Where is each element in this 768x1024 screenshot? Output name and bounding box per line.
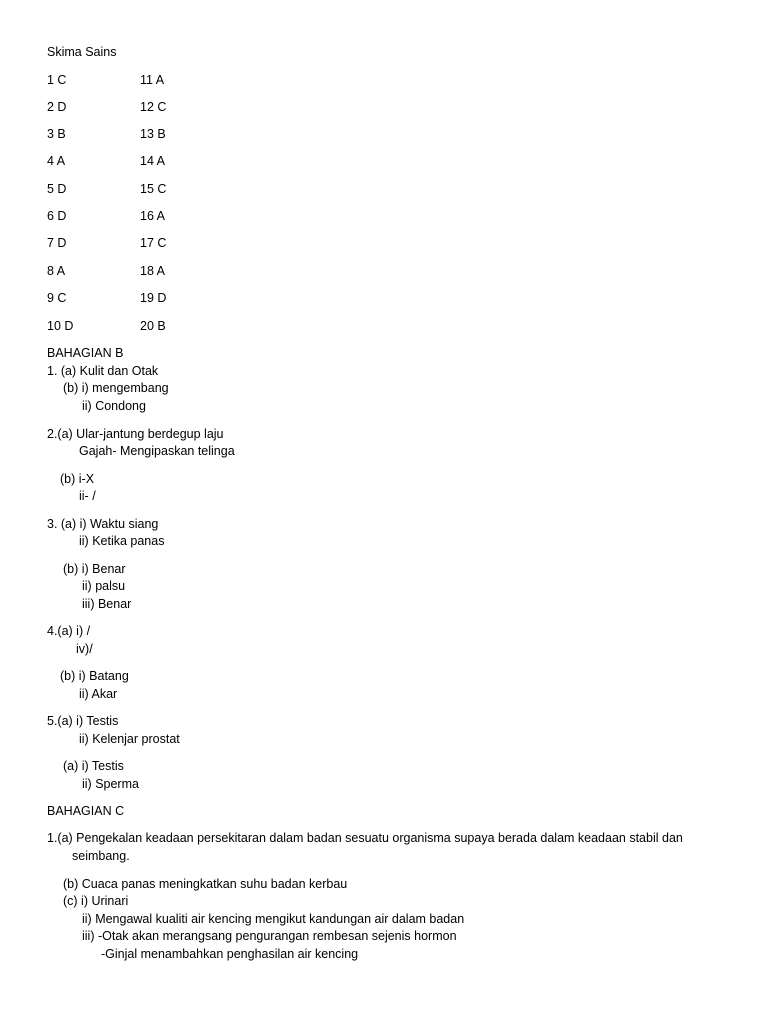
answer-line: ii) Akar [79,687,118,701]
answer-item: 4 A [47,154,66,168]
answer-item: 16 A [140,209,166,223]
answer-line: (b) Cuaca panas meningkatkan suhu badan kerbau [63,877,348,891]
section-heading: BAHAGIAN C [47,804,125,818]
answer-line: (b) i) Batang [60,669,129,683]
answer-item: 2 D [47,100,67,114]
answer-item: 3 B [47,127,66,141]
answer-line: 4.(a) i) / [47,624,91,638]
answer-line: seimbang. [72,849,130,863]
answer-line: Gajah- Mengipaskan telinga [79,444,235,458]
answer-item: 15 C [140,182,167,196]
answer-line: ii) Sperma [82,777,139,791]
answer-line: 2.(a) Ular-jantung berdegup laju [47,427,224,441]
answer-line: 3. (a) i) Waktu siang [47,517,159,531]
answer-line: ii- / [79,489,96,503]
answer-item: 13 B [140,127,166,141]
answer-item: 6 D [47,209,67,223]
answer-line: (b) i) Benar [63,562,126,576]
answer-line: ii) Kelenjar prostat [79,732,180,746]
answer-line: 1.(a) Pengekalan keadaan persekitaran dalam badan sesuatu organisma supaya berada dalam keadaan stabil dan [47,831,683,845]
answer-item: 8 A [47,264,66,278]
answer-line: (a) i) Testis [63,759,124,773]
answer-line: ii) Ketika panas [79,534,165,548]
answer-item: 10 D [47,319,74,333]
answer-line: (c) i) Urinari [63,894,129,908]
answer-item: 1 C [47,73,67,87]
answer-line: iii) Benar [82,597,132,611]
answer-item: 9 C [47,291,67,305]
answer-item: 19 D [140,291,167,305]
answer-item: 5 D [47,182,67,196]
answer-line: (b) i) mengembang [63,381,169,395]
answer-item: 18 A [140,264,166,278]
answer-line: ii) Condong [82,399,146,413]
answer-line: iii) -Otak akan merangsang pengurangan rembesan sejenis hormon [82,929,457,943]
answer-item: 20 B [140,319,166,333]
section-heading: BAHAGIAN B [47,346,124,360]
answer-line: 5.(a) i) Testis [47,714,119,728]
answer-item: 14 A [140,154,166,168]
answer-line: 1. (a) Kulit dan Otak [47,364,159,378]
answer-line: ii) palsu [82,579,126,593]
answer-line: ii) Mengawal kualiti air kencing mengikut kandungan air dalam badan [82,912,465,926]
answer-line: (b) i-X [60,472,95,486]
answer-item: 12 C [140,100,167,114]
answer-line: iv)/ [76,642,93,656]
document-title: Skima Sains [47,45,117,59]
answer-item: 17 C [140,236,167,250]
answer-line: -Ginjal menambahkan penghasilan air kencing [101,947,359,961]
answer-item: 11 A [140,73,165,87]
answer-item: 7 D [47,236,67,250]
